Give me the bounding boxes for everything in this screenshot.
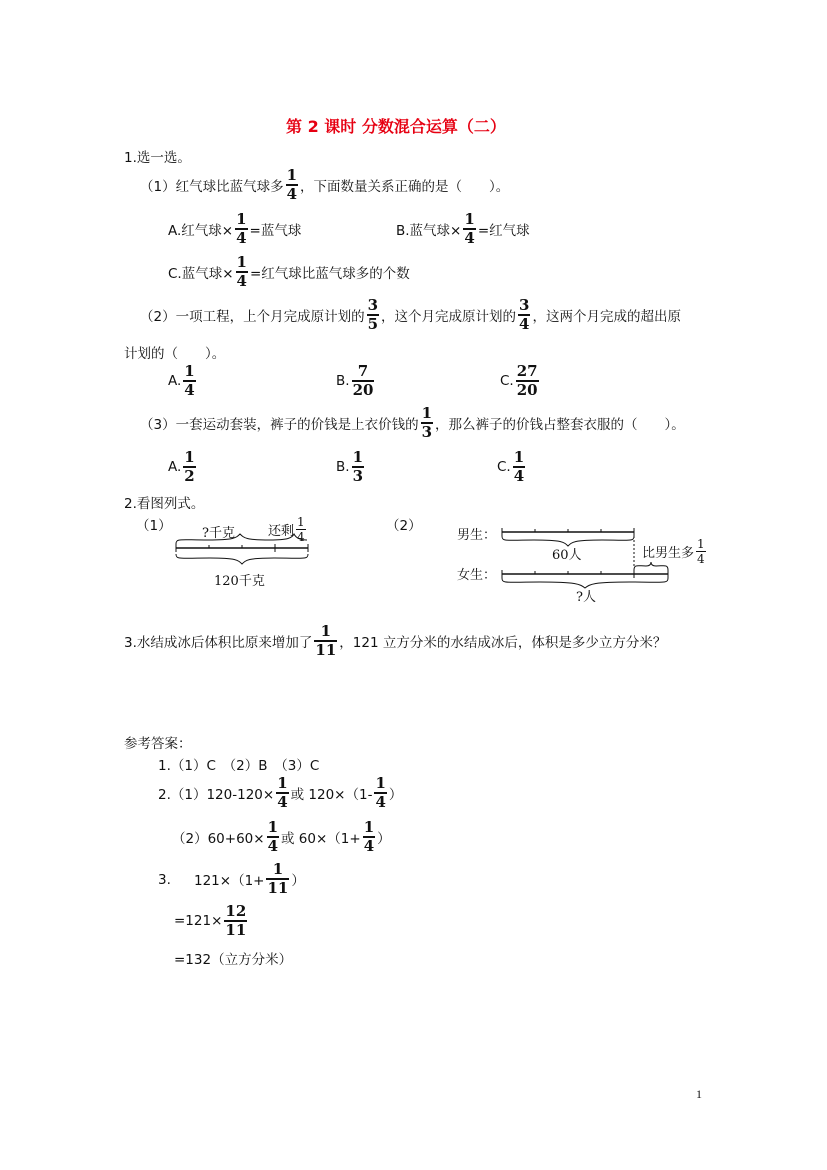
fraction	[314, 624, 337, 658]
denominator: 20	[352, 381, 374, 399]
diagram2-boys-label: 男生：	[457, 528, 497, 543]
fraction	[352, 450, 364, 484]
text: ，这两个月完成的超出原	[532, 309, 681, 325]
answer-1: 1.（1）C （2）B （3）C	[158, 758, 320, 774]
text: C.	[500, 373, 514, 389]
fraction	[183, 450, 195, 484]
page-title: 第 2 课时 分数混合运算（二）	[286, 117, 506, 136]
q1-part2-option-b	[336, 364, 376, 398]
text: ）	[388, 787, 403, 803]
numerator: 1	[286, 166, 298, 184]
q1-part2-option-a	[168, 364, 198, 398]
text: （1）红气球比蓝气球多	[140, 179, 284, 195]
text: 2.（1）120-120×	[158, 787, 275, 803]
denominator: 5	[367, 315, 379, 333]
text: （2）一项工程，上个月完成原计划的	[140, 309, 365, 325]
denominator: 3	[352, 467, 363, 485]
denominator: 4	[513, 467, 525, 485]
denominator: 4	[697, 552, 705, 566]
fraction	[374, 776, 386, 810]
denominator: 4	[297, 530, 305, 544]
numerator: 7	[357, 362, 369, 380]
q1-part3-option-b	[336, 450, 366, 484]
diagram2-girls-value: ?人	[576, 590, 596, 605]
diagram2-more-label	[642, 538, 708, 565]
fraction	[696, 538, 706, 565]
q1-part3-stem	[140, 406, 685, 440]
text: C.	[497, 459, 511, 475]
fraction	[516, 364, 539, 398]
denominator: 20	[516, 381, 538, 399]
fraction	[236, 255, 248, 289]
denominator: 4	[184, 381, 195, 399]
text: ）	[377, 831, 391, 847]
q1-heading: 1.选一选。	[124, 150, 191, 166]
text: =蓝气球	[249, 223, 302, 239]
numerator: 3	[519, 296, 530, 314]
text: B.	[336, 373, 350, 389]
fraction	[235, 212, 247, 246]
answer-2-1	[158, 776, 402, 810]
text: ）	[291, 873, 305, 889]
text: 121×（1+	[194, 873, 265, 889]
q1-part1-stem	[140, 168, 509, 202]
q1-part2-stem-cont: 计划的（ ）。	[124, 346, 226, 362]
q1-part3-option-a	[168, 450, 198, 484]
denominator: 4	[375, 793, 386, 811]
numerator: 1	[697, 537, 705, 551]
denominator: 4	[464, 229, 475, 247]
text: ，下面数量关系正确的是（ ）。	[300, 179, 510, 195]
diagram1-top-right-label	[268, 516, 308, 543]
diagram1-top-left-label: ?千克	[202, 526, 235, 541]
fraction	[224, 904, 247, 938]
numerator: 1	[236, 253, 247, 271]
denominator: 4	[236, 272, 247, 290]
denominator: 4	[267, 837, 279, 855]
text: （3）一套运动套装，裤子的价钱是上衣价钱的	[140, 417, 419, 433]
diagram2-boys-value: 60人	[552, 548, 582, 563]
text: 或 120×（1-	[290, 787, 373, 803]
q1-part1-option-b	[396, 212, 530, 246]
denominator: 4	[363, 837, 375, 855]
fraction	[463, 212, 475, 246]
denominator: 2	[184, 467, 195, 485]
numerator: 1	[464, 210, 475, 228]
q1-part2-stem	[140, 298, 681, 332]
numerator: 1	[421, 404, 433, 422]
numerator: 27	[516, 362, 538, 380]
denominator: 3	[421, 423, 433, 441]
fraction	[421, 406, 433, 440]
q1-part1-option-a	[168, 212, 301, 246]
numerator: 1	[297, 515, 305, 529]
text: B.	[336, 459, 350, 475]
q1-part2-option-c	[500, 364, 541, 398]
fraction	[286, 168, 298, 202]
denominator: 4	[519, 315, 530, 333]
text: 还剩	[268, 524, 295, 539]
q2-diagram1-label: （1）	[136, 518, 172, 534]
numerator: 1	[184, 362, 195, 380]
denominator: 4	[286, 185, 298, 203]
numerator: 1	[513, 448, 525, 466]
diagram2-girls-label: 女生：	[457, 568, 497, 583]
text: 3.水结成冰后体积比原来增加了	[124, 635, 313, 651]
text: C.蓝气球×	[168, 266, 234, 282]
denominator: 11	[315, 641, 337, 659]
text: =红气球比蓝气球多的个数	[249, 266, 410, 282]
answer-3-line1	[194, 862, 305, 896]
fraction	[513, 450, 525, 484]
numerator: 1	[267, 818, 279, 836]
fraction	[352, 364, 375, 398]
denominator: 4	[277, 793, 288, 811]
numerator: 1	[352, 448, 363, 466]
text: ，那么裤子的价钱占整套衣服的（ ）。	[435, 417, 685, 433]
numerator: 1	[320, 622, 332, 640]
fraction	[518, 298, 530, 332]
fraction	[266, 862, 289, 896]
answer-2-2	[172, 820, 391, 854]
denominator: 11	[267, 879, 289, 897]
q2-heading: 2.看图列式。	[124, 496, 205, 512]
q3-stem	[124, 624, 666, 658]
fraction	[296, 516, 306, 543]
fraction	[183, 364, 195, 398]
numerator: 1	[184, 448, 195, 466]
text: 或 60×（1+	[281, 831, 361, 847]
answer-3-line3: =132（立方分米）	[174, 952, 293, 968]
numerator: 1	[236, 210, 247, 228]
fraction	[367, 298, 379, 332]
q1-part1-option-c	[168, 255, 410, 289]
text: =红气球	[477, 223, 530, 239]
text: =121×	[174, 913, 223, 929]
text: A.	[168, 459, 182, 475]
fraction	[363, 820, 375, 854]
text: ，这个月完成原计划的	[381, 309, 517, 325]
answer-3-label: 3.	[158, 872, 171, 888]
diagram1-bottom-label: 120千克	[214, 574, 265, 589]
text: A.	[168, 373, 182, 389]
answer-3-line2	[174, 904, 249, 938]
numerator: 12	[225, 902, 247, 920]
answers-heading: 参考答案：	[124, 736, 192, 752]
numerator: 3	[367, 296, 379, 314]
q1-part3-option-c	[497, 450, 527, 484]
text: A.红气球×	[168, 223, 234, 239]
q2-diagram2-label: （2）	[386, 518, 422, 534]
numerator: 1	[272, 860, 284, 878]
fraction	[267, 820, 279, 854]
numerator: 1	[277, 774, 288, 792]
text: B.蓝气球×	[396, 223, 462, 239]
fraction	[276, 776, 288, 810]
page-number: 1	[696, 1087, 702, 1101]
numerator: 1	[363, 818, 375, 836]
denominator: 4	[236, 229, 247, 247]
denominator: 11	[225, 921, 247, 939]
text: ，121 立方分米的水结成冰后，体积是多少立方分米？	[339, 635, 667, 651]
numerator: 1	[375, 774, 386, 792]
text: 比男生多	[642, 546, 695, 561]
text: （2）60+60×	[172, 831, 265, 847]
